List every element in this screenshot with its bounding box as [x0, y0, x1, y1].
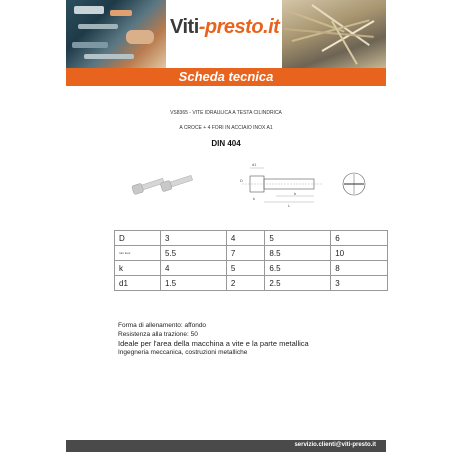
brand-logo[interactable] [170, 16, 279, 39]
table-cell: 4 [161, 261, 227, 276]
dimensions-table [114, 230, 388, 291]
row-label: D [115, 231, 161, 246]
band-title: Scheda tecnica [178, 69, 274, 84]
table-cell: 3 [161, 231, 227, 246]
header [66, 0, 386, 68]
drawing-label-d1: d1 [252, 162, 257, 167]
drawing-label-l: L [288, 203, 291, 208]
table-cell: 5 [226, 261, 265, 276]
table-cell: 6.5 [265, 261, 331, 276]
product-notes [118, 321, 398, 357]
toolbox-photo [66, 0, 166, 68]
screws-photo [282, 0, 386, 68]
table-cell: 3 [331, 276, 388, 291]
table-row [115, 246, 388, 261]
logo-main: Viti [170, 16, 199, 38]
table-cell: 8.5 [265, 246, 331, 261]
logo-area [166, 0, 282, 68]
table-row [115, 276, 388, 291]
technical-drawing [236, 160, 386, 210]
table-cell: 4 [226, 231, 265, 246]
product-desc-line: A CROCE + 4 FORI IN ACCIAIO INOX A1 [179, 125, 273, 131]
datasheet-page [66, 0, 386, 452]
table-cell: 10 [331, 246, 388, 261]
note-tensile-strength: Resistenza alla trazione: 50 [118, 331, 198, 338]
note-applications: Ingegneria meccanica, costruzioni metalliche [118, 349, 248, 356]
row-label: mm inox [115, 246, 161, 261]
title-band [66, 68, 386, 86]
table-row [115, 261, 388, 276]
note-ideal-use: Ideale per l'area della macchina a vite e la parte metallica [118, 339, 309, 348]
table-row [115, 231, 388, 246]
table-cell: 6 [331, 231, 388, 246]
table-cell: 5 [265, 231, 331, 246]
table-cell: 8 [331, 261, 388, 276]
logo-accent: -presto.it [198, 16, 280, 38]
table-cell: 1.5 [161, 276, 227, 291]
table-cell: 2.5 [265, 276, 331, 291]
product-photo [126, 165, 196, 200]
row-label: k [115, 261, 161, 276]
drawing-label-k: k [253, 196, 255, 201]
table-cell: 2 [226, 276, 265, 291]
support-email-link[interactable]: servizio.clienti@viti-presto.it [294, 442, 376, 448]
footer [66, 440, 386, 452]
row-label: d1 [115, 276, 161, 291]
standard-label: DIN 404 [211, 139, 241, 148]
drawing-label-b: b [294, 191, 297, 196]
note-training-form: Forma di allenamento: affondo [118, 322, 207, 329]
table-cell: 5.5 [161, 246, 227, 261]
drawing-label-d: D [240, 178, 243, 183]
table-cell: 7 [226, 246, 265, 261]
product-code-line: VS8365 - VITE IDRAULICA A TESTA CILINDRICA [170, 110, 282, 116]
